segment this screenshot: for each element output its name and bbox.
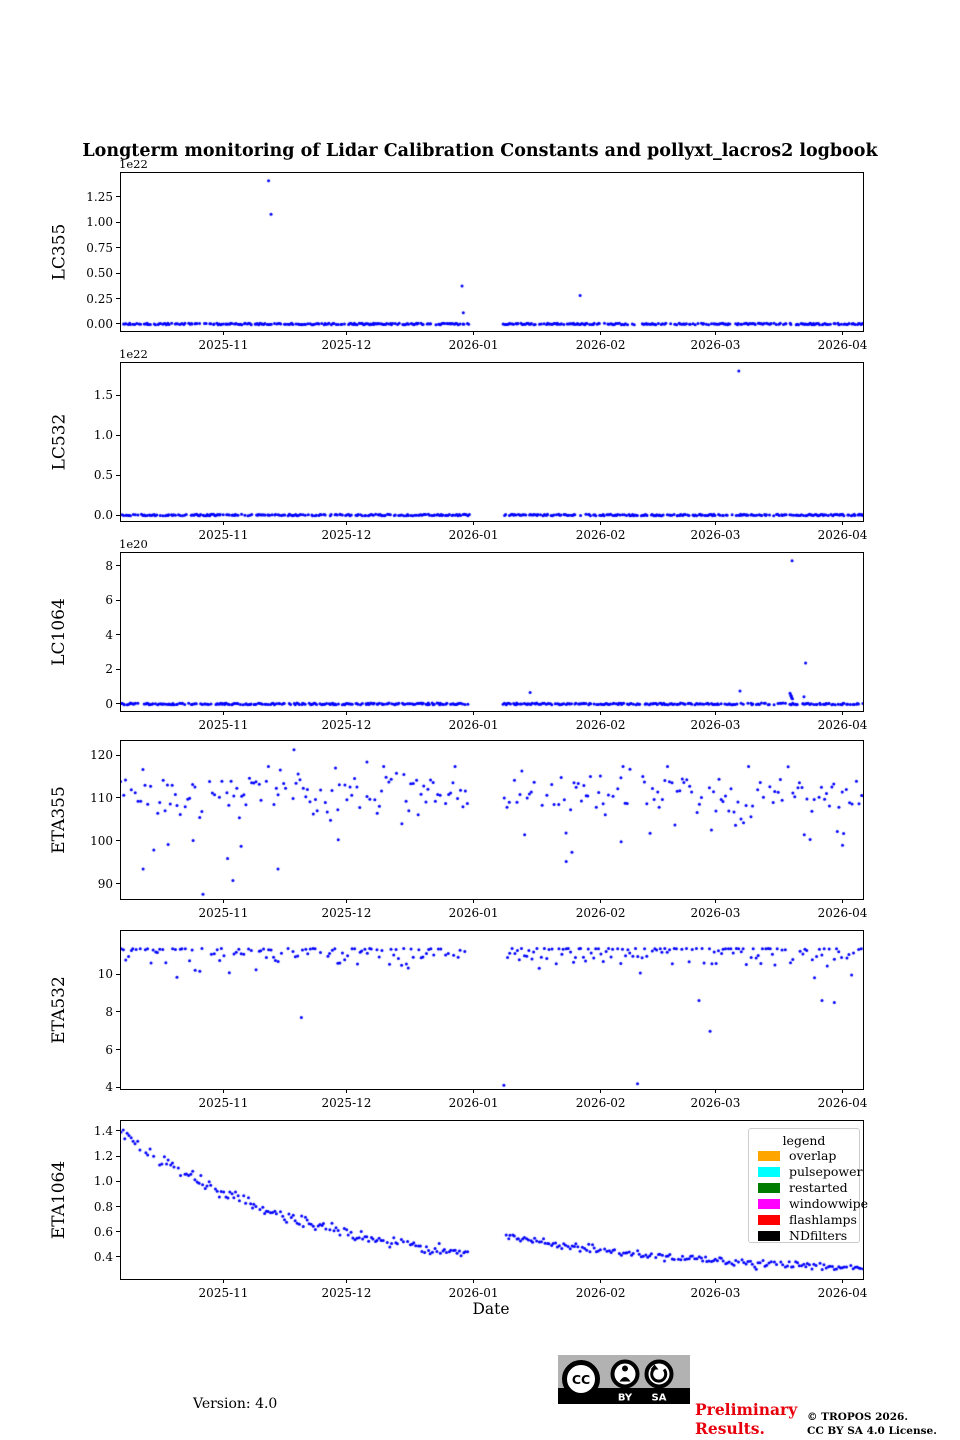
y-axis-label-text: ETA532 [49,976,70,1044]
x-tick-label: 2026-04 [817,338,868,352]
y-tick-label: 2 [105,662,113,677]
x-tick-label: 2026-01 [448,338,499,352]
x-tick-label: 2025-12 [321,718,372,732]
subplot-ETA1064 [49,1120,869,1300]
y-tick-mark [116,1206,120,1207]
legend-entry-overlap [749,1148,859,1164]
y-tick-mark [116,797,120,798]
y-tick-label: 0 [105,696,113,711]
x-tick-label: 2026-04 [817,528,868,542]
x-tick-mark [600,1279,601,1283]
y-tick-label: 0.00 [86,316,113,331]
legend-swatch-NDfilters [758,1231,780,1241]
y-tick-mark [116,1256,120,1257]
x-tick-label: 2026-03 [690,718,741,732]
legend-entry-flashlamps [749,1212,859,1228]
x-tick-label: 2025-11 [198,528,249,542]
y-tick-label: 90 [97,876,113,891]
figure-title: Longterm monitoring of Lidar Calibration Constants and pollyxt_lacros2 logbook [82,141,878,161]
x-tick-mark [223,1089,224,1093]
x-tick-mark [473,711,474,715]
x-tick-label: 2026-04 [817,906,868,920]
legend-entry-label: windowwipe [789,1196,869,1211]
y-tick-label: 1.5 [93,388,113,402]
y-tick-mark [116,755,120,756]
cc-logo-text: CC [571,1372,591,1387]
legend-entry-NDfilters [749,1228,859,1244]
scatter-points-LC355 [121,173,863,331]
x-tick-label: 2026-03 [690,528,741,542]
x-tick-label: 2026-02 [575,1286,626,1300]
y-tick-label: 1.00 [86,215,113,230]
x-tick-label: 2025-11 [198,1286,249,1300]
y-tick-label: 1.4 [93,1123,113,1138]
copyright-line1: © TROPOS 2026. [807,1411,909,1423]
x-tick-mark [346,1089,347,1093]
x-tick-mark [715,1089,716,1093]
y-tick-label: 0.25 [86,291,113,306]
by-person-head [622,1366,628,1372]
x-tick-mark [346,711,347,715]
y-tick-mark [116,1156,120,1157]
y-tick-label: 0.4 [93,1249,113,1264]
sa-label: SA [651,1392,667,1404]
y-tick-label: 0.0 [93,508,113,522]
x-tick-mark [346,1279,347,1283]
y-tick-label: 4 [105,627,113,642]
x-tick-label: 2025-11 [198,338,249,352]
cc-license-badge [558,1355,690,1404]
x-tick-mark [600,331,601,335]
y-axis-label-LC532 [29,363,89,521]
x-tick-label: 2026-02 [575,906,626,920]
legend-swatch-overlap [758,1151,780,1161]
y-tick-mark [116,515,120,516]
x-tick-mark [842,1089,843,1093]
x-tick-label: 2026-03 [690,1096,741,1110]
x-tick-label: 2026-02 [575,528,626,542]
scatter-points-ETA532 [121,931,863,1089]
copyright-line2: CC BY SA 4.0 License. [807,1425,937,1437]
x-tick-mark [842,1279,843,1283]
y-tick-label: 110 [90,790,113,805]
x-tick-label: 2026-03 [690,906,741,920]
x-tick-mark [346,899,347,903]
x-tick-label: 2025-12 [321,338,372,352]
x-tick-mark [346,521,347,525]
y-axis-label-ETA355 [29,741,89,899]
x-tick-label: 2025-11 [198,718,249,732]
x-tick-label: 2026-02 [575,718,626,732]
y-tick-mark [116,475,120,476]
x-tick-mark [223,521,224,525]
x-tick-mark [223,711,224,715]
scatter-points-LC532 [121,363,863,521]
y-axis-label-text: ETA355 [49,786,70,854]
x-tick-label: 2026-01 [448,906,499,920]
x-tick-label: 2025-12 [321,1096,372,1110]
legend-swatch-restarted [758,1183,780,1193]
x-tick-mark [600,899,601,903]
x-tick-mark [842,711,843,715]
preliminary-results-text [695,1400,797,1439]
x-tick-mark [715,899,716,903]
x-tick-label: 2026-02 [575,338,626,352]
y-tick-mark [116,1130,120,1131]
y-tick-label: 6 [105,593,113,608]
x-tick-label: 2025-12 [321,1286,372,1300]
x-tick-mark [842,331,843,335]
x-tick-label: 2026-04 [817,1286,868,1300]
legend-entry-label: restarted [789,1180,848,1195]
y-tick-mark [116,883,120,884]
legend-entry-label: overlap [789,1148,837,1163]
x-tick-mark [473,331,474,335]
y-tick-mark [116,395,120,396]
y-tick-label: 0.8 [93,1199,113,1214]
subplot-ETA532 [49,930,868,1110]
y-tick-mark [116,703,120,704]
y-tick-label: 10 [97,967,113,982]
legend-swatch-flashlamps [758,1215,780,1225]
axis-offset-text: 1e22 [119,347,148,361]
x-tick-mark [223,331,224,335]
scatter-points-ETA355 [121,741,863,899]
y-tick-mark [116,323,120,324]
x-tick-mark [715,331,716,335]
x-tick-label: 2026-01 [448,1096,499,1110]
subplot-LC355 [49,157,868,352]
by-label: BY [617,1392,633,1404]
axis-offset-text: 1e20 [119,537,148,551]
legend-swatch-windowwipe [758,1199,780,1209]
x-tick-mark [715,1279,716,1283]
y-tick-label: 6 [105,1042,113,1057]
y-tick-mark [116,1049,120,1050]
y-tick-label: 0.75 [86,240,113,255]
y-axis-label-text: ETA1064 [49,1160,70,1240]
x-tick-label: 2026-01 [448,1286,499,1300]
y-tick-mark [116,247,120,248]
x-tick-mark [600,711,601,715]
y-axis-label-text: LC532 [49,413,69,471]
legend-swatch-pulsepower [758,1167,780,1177]
y-tick-label: 100 [90,833,113,848]
x-tick-mark [473,899,474,903]
y-tick-label: 0.5 [93,468,113,482]
y-tick-mark [116,600,120,601]
x-axis-label: Date [472,1300,510,1318]
copyright-text [807,1410,937,1438]
legend-entry-label: flashlamps [789,1212,857,1227]
scatter-points-LC1064 [121,553,863,711]
legend-box [748,1128,869,1243]
axis-offset-text: 1e22 [119,157,148,171]
y-tick-label: 8 [105,1004,113,1019]
x-tick-mark [842,899,843,903]
y-tick-label: 1.0 [93,428,113,442]
y-tick-mark [116,222,120,223]
x-tick-label: 2026-03 [690,338,741,352]
y-tick-label: 0.6 [93,1224,113,1239]
subplot-ETA355 [49,740,868,920]
version-text: Version: 4.0 [193,1396,278,1412]
y-tick-label: 0.50 [86,266,113,281]
y-tick-label: 4 [105,1080,113,1095]
y-tick-label: 1.2 [93,1149,113,1164]
y-tick-mark [116,565,120,566]
x-tick-mark [473,521,474,525]
y-tick-label: 8 [105,558,113,573]
x-tick-mark [223,899,224,903]
preliminary-line1: Preliminary [695,1400,798,1419]
y-tick-mark [116,435,120,436]
by-person-icon [613,1362,638,1387]
y-tick-label: 120 [90,748,113,762]
y-tick-mark [116,1181,120,1182]
x-tick-mark [346,331,347,335]
x-tick-mark [473,1279,474,1283]
x-tick-label: 2025-11 [198,906,249,920]
legend-entry-label: pulsepower [789,1164,863,1179]
legend-entry-pulsepower [749,1164,863,1180]
x-tick-label: 2026-02 [575,1096,626,1110]
x-tick-label: 2026-01 [448,528,499,542]
y-tick-mark [116,669,120,670]
legend-entry-windowwipe [749,1196,869,1212]
x-tick-mark [600,1089,601,1093]
y-tick-label: 1.0 [93,1174,113,1189]
x-tick-mark [715,521,716,525]
x-tick-label: 2025-12 [321,528,372,542]
x-tick-label: 2025-12 [321,906,372,920]
x-tick-label: 2026-04 [817,1096,868,1110]
y-tick-mark [116,1231,120,1232]
x-tick-label: 2025-11 [198,1096,249,1110]
legend-title: legend [782,1133,826,1148]
y-tick-label: 1.25 [86,189,113,204]
x-tick-mark [842,521,843,525]
y-tick-mark [116,273,120,274]
x-tick-mark [600,521,601,525]
y-tick-mark [116,1087,120,1088]
x-tick-label: 2026-04 [817,718,868,732]
y-tick-mark [116,974,120,975]
y-axis-label-text: LC1064 [49,598,69,666]
preliminary-line2: Results. [695,1419,765,1439]
y-tick-mark [116,634,120,635]
y-tick-mark [116,196,120,197]
x-tick-label: 2026-03 [690,1286,741,1300]
y-tick-mark [116,1011,120,1012]
subplot-LC1064 [49,537,868,732]
y-axis-label-text: LC355 [49,223,69,281]
x-tick-mark [223,1279,224,1283]
y-tick-mark [116,298,120,299]
x-tick-mark [715,711,716,715]
legend-entry-label: NDfilters [789,1228,848,1243]
x-tick-mark [473,1089,474,1093]
subplot-LC532 [49,347,868,542]
y-tick-mark [116,840,120,841]
x-tick-label: 2026-01 [448,718,499,732]
legend-entry-restarted [749,1180,859,1196]
